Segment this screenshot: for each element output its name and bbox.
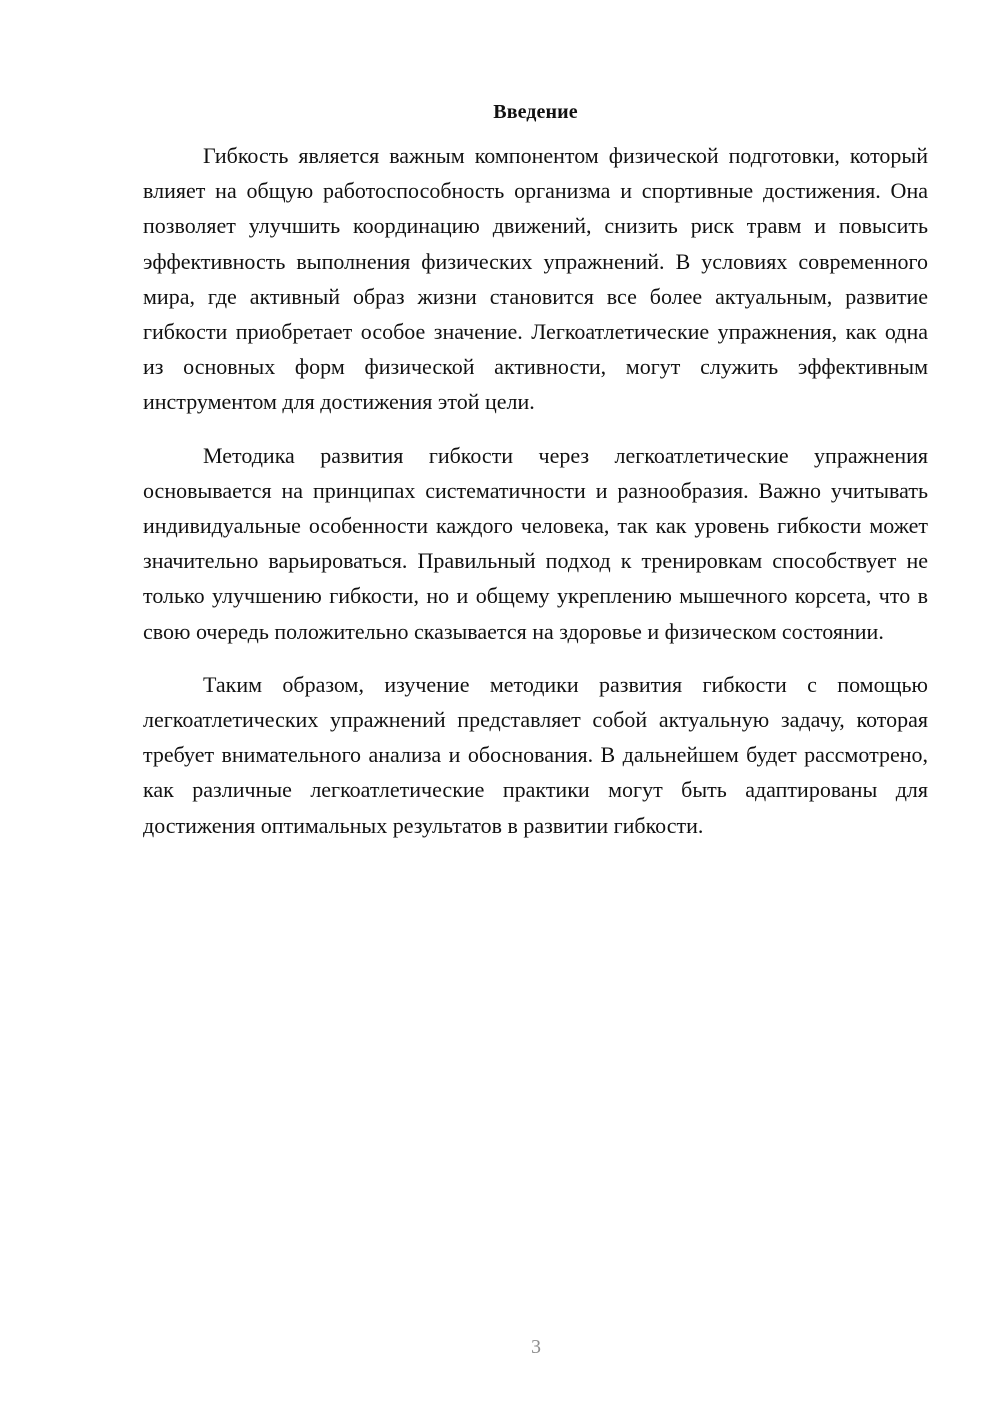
paragraph-methodology: Методика развития гибкости через легкоатлетические упражнения основывается на принципах систематичности и разнообразия. Важно учитывать индивидуальные особенности каждого человека, так как уровень гибкости может значительно варьироваться. Правильный подход к тренировкам способствует не только улучшению гибкости, но и общему укреплению мышечного корсета, что в свою очередь положительно сказывается на здоровье и физическом состоянии. <box>143 442 928 644</box>
paragraph-conclusion: Таким образом, изучение методики развития гибкости с помощью легкоатлетических упражнений представляет собой актуальную задачу, которая требует внимательного анализа и обоснования. В дальнейшем будет рассмотрено, как различные легкоатлетические практики могут быть адаптированы для достижения оптимальных результатов в развитии гибкости. <box>143 671 928 838</box>
section-title: Введение <box>493 101 578 123</box>
page-content <box>143 96 928 861</box>
page-number: 3 <box>531 1336 541 1358</box>
paragraph-introduction: Гибкость является важным компонентом физической подготовки, который влияет на общую работоспособность организма и спортивные достижения. Она позволяет улучшить координацию движений, снизить риск травм и повысить эффективность выполнения физических упражнений. В условиях современного мира, где активный образ жизни становится все более актуальным, развитие гибкости приобретает особое значение. Легкоатлетические упражнения, как одна из основных форм физической активности, могут служить эффективным инструментом для достижения этой цели. <box>143 143 928 415</box>
